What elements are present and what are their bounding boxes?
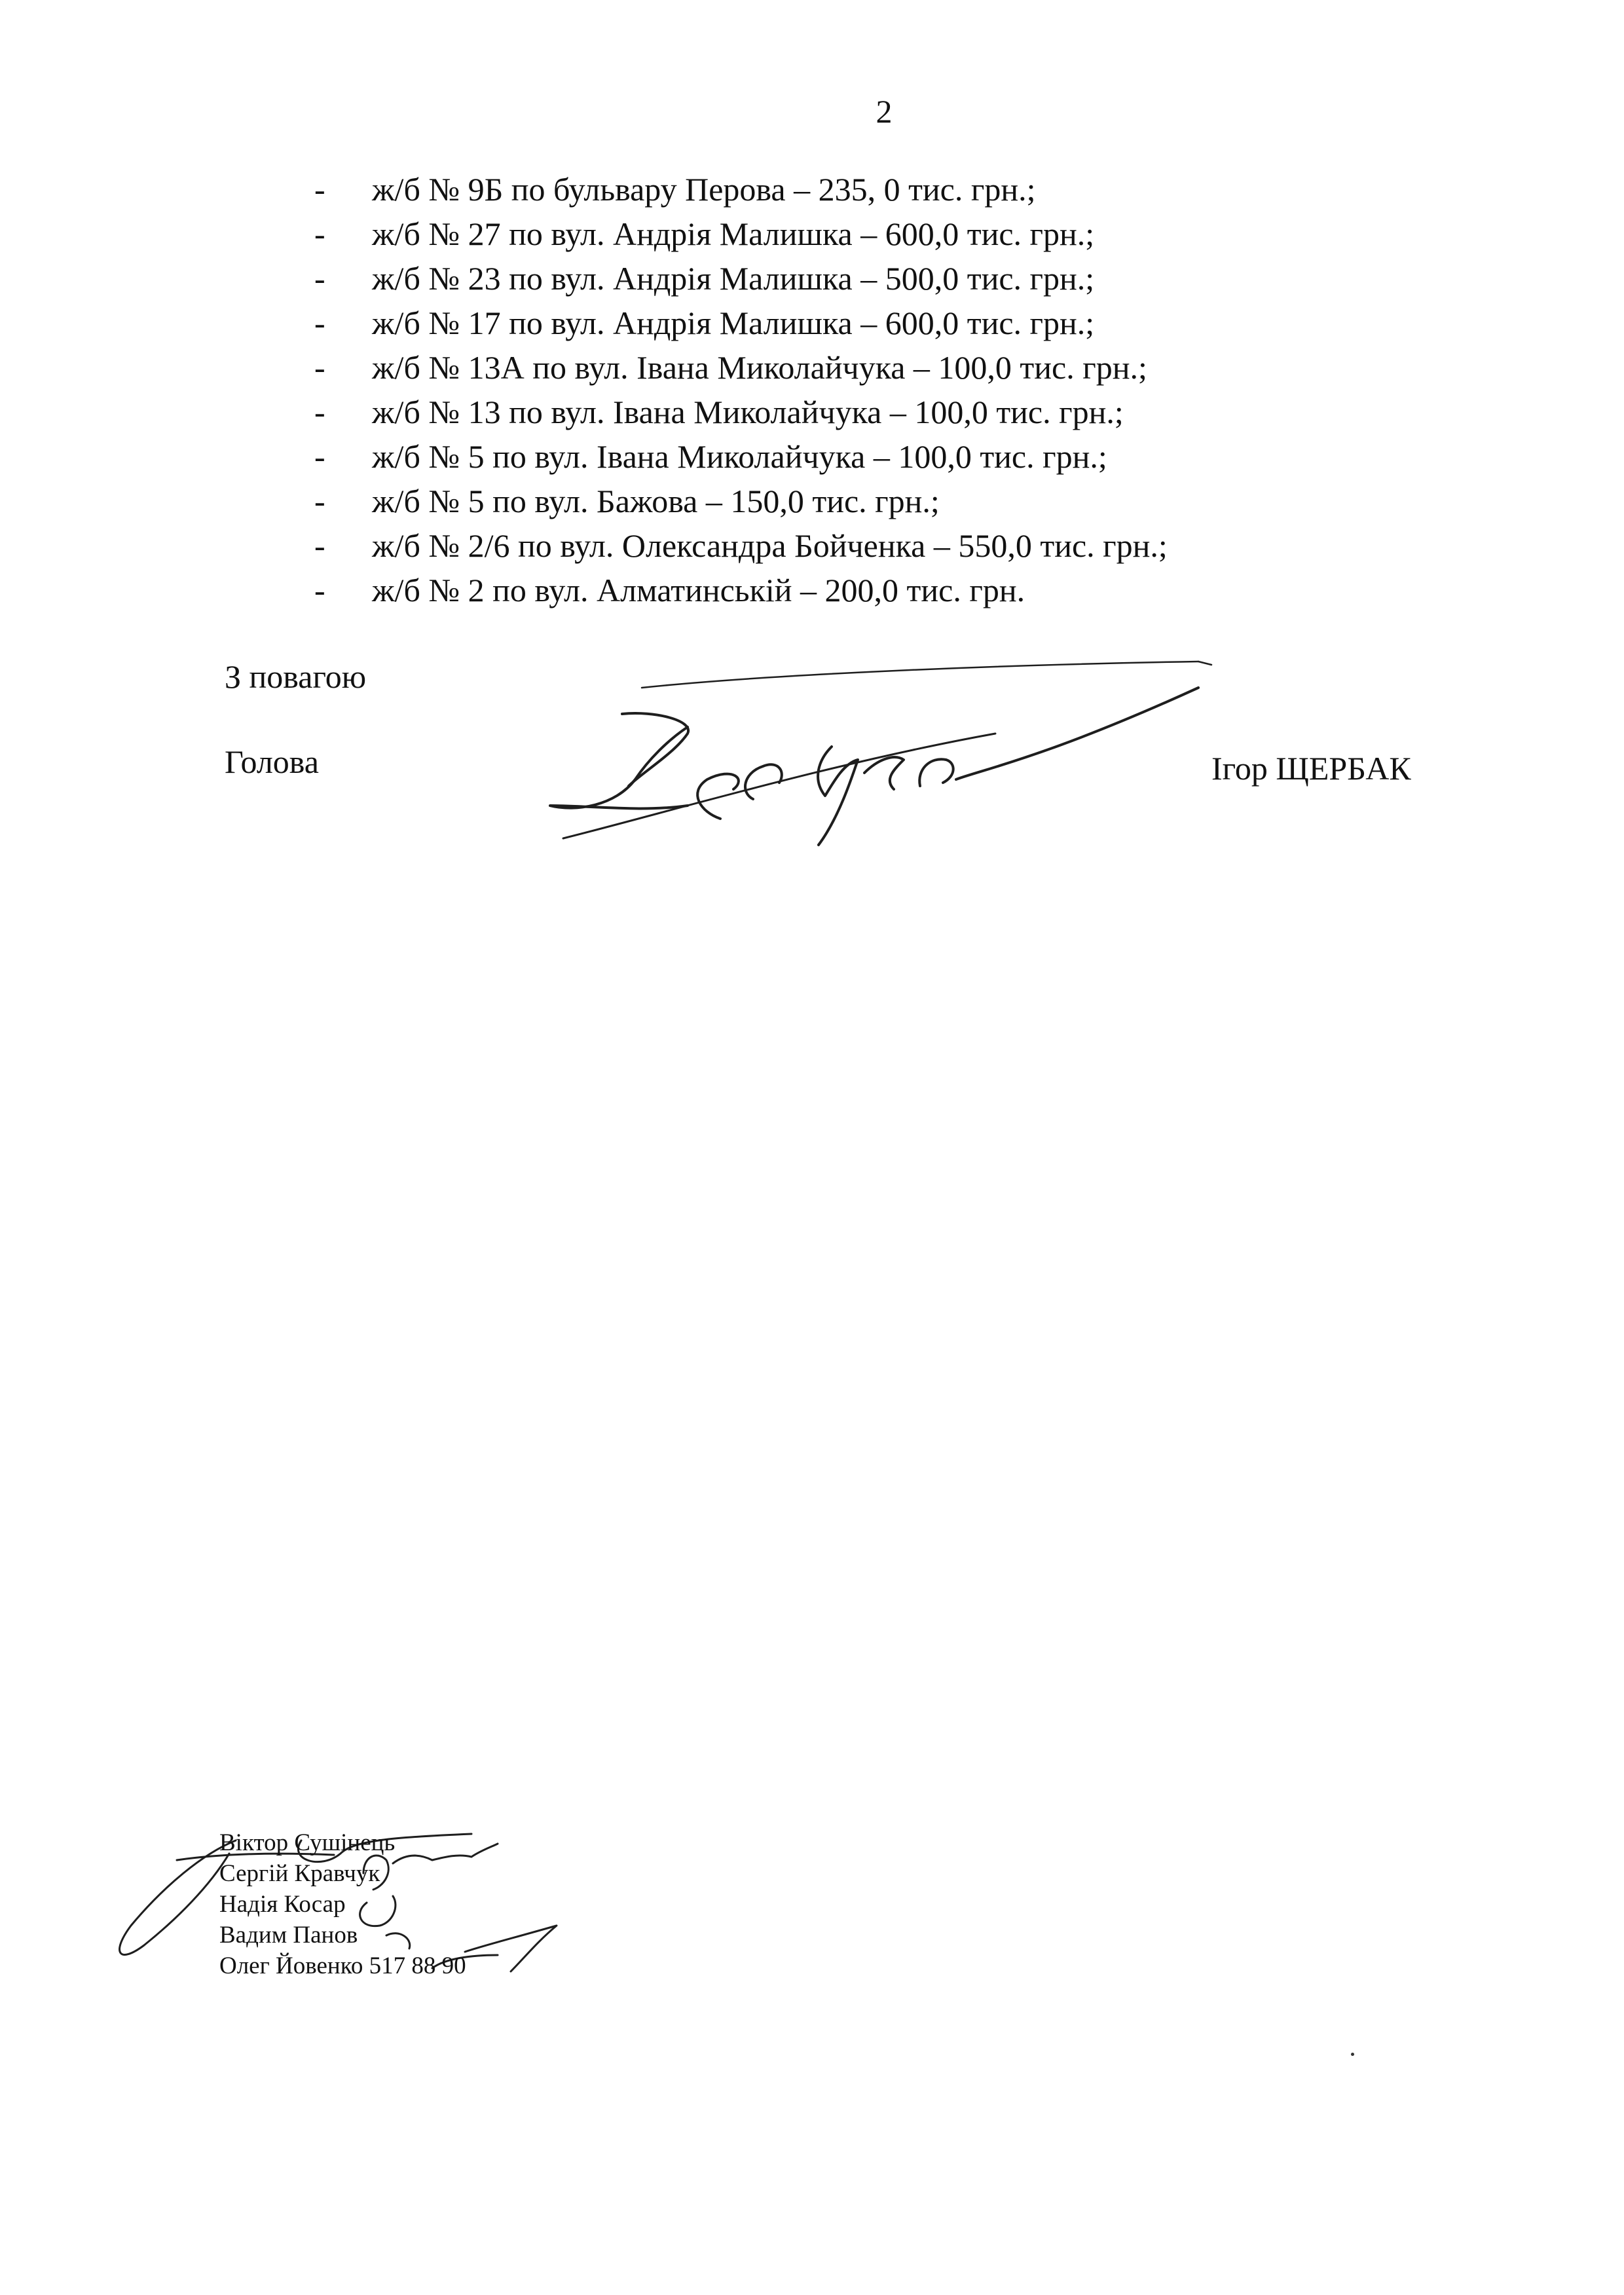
approval-name: Надія Косар <box>219 1891 346 1918</box>
handwritten-signature <box>537 648 1218 865</box>
list-dash: - <box>314 171 325 208</box>
approval-name: Сергій Кравчук <box>219 1860 380 1887</box>
list-item <box>314 479 1441 523</box>
list-item-text: ж/б № 2/6 по вул. Олександра Бойченка – 550,0 тис. грн.; <box>372 527 1168 564</box>
list-item <box>314 434 1441 479</box>
approval-name: Віктор Сушінець <box>219 1829 396 1856</box>
list-item <box>314 390 1441 434</box>
list-dash: - <box>314 215 325 252</box>
list-item-text: ж/б № 5 по вул. Бажова – 150,0 тис. грн.; <box>372 483 940 519</box>
list-dash: - <box>314 572 325 608</box>
allocation-list <box>314 167 1441 612</box>
list-dash: - <box>314 483 325 519</box>
list-item <box>314 212 1441 256</box>
signer-name: Ігор ЩЕРБАК <box>1211 750 1411 787</box>
approval-name: Вадим Панов <box>219 1922 358 1949</box>
list-dash: - <box>314 260 325 297</box>
list-dash: - <box>314 394 325 430</box>
list-item <box>314 301 1441 345</box>
list-item-text: ж/б № 27 по вул. Андрія Малишка – 600,0 тис. грн.; <box>372 215 1095 252</box>
closing-phrase: З повагою <box>225 658 367 695</box>
list-item-text: ж/б № 17 по вул. Андрія Малишка – 600,0 тис. грн.; <box>372 305 1095 341</box>
list-item-text: ж/б № 2 по вул. Алматинській – 200,0 тис. грн. <box>372 572 1025 608</box>
approvals-list <box>219 1827 466 1981</box>
list-item-text: ж/б № 9Б по бульвару Перова – 235, 0 тис. грн.; <box>372 171 1036 208</box>
list-item-text: ж/б № 13 по вул. Івана Миколайчука – 100,0 тис. грн.; <box>372 394 1124 430</box>
list-item <box>314 167 1441 212</box>
list-item-text: ж/б № 5 по вул. Івана Миколайчука – 100,0 тис. грн.; <box>372 438 1107 475</box>
list-item <box>314 523 1441 568</box>
list-item <box>314 256 1441 301</box>
list-item <box>314 568 1441 612</box>
list-dash: - <box>314 305 325 341</box>
list-item <box>314 345 1441 390</box>
list-item-text: ж/б № 23 по вул. Андрія Малишка – 500,0 тис. грн.; <box>372 260 1095 297</box>
signer-position: Голова <box>225 743 319 780</box>
list-dash: - <box>314 349 325 386</box>
approval-name: Олег Йовенко 517 88 90 <box>219 1952 466 1979</box>
scan-speck <box>1351 2053 1354 2056</box>
list-item-text: ж/б № 13А по вул. Івана Миколайчука – 100,0 тис. грн.; <box>372 349 1147 386</box>
list-dash: - <box>314 527 325 564</box>
page-number: 2 <box>876 93 893 130</box>
list-dash: - <box>314 438 325 475</box>
